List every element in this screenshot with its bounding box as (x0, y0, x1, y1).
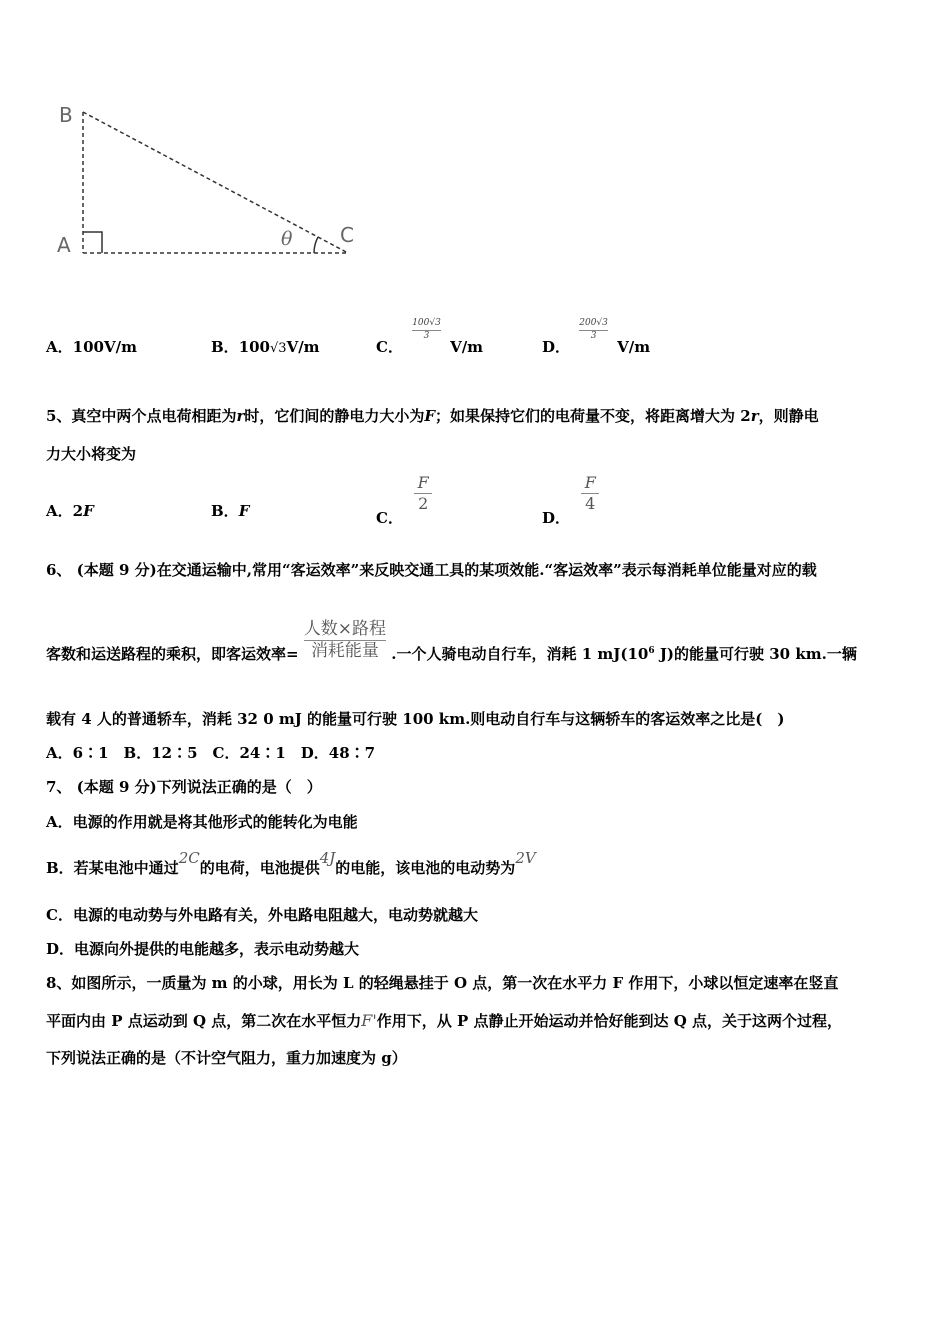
q4-option-c (376, 317, 484, 356)
fraction-denominator: 4 (585, 493, 596, 513)
q5-option-c (376, 473, 432, 528)
q6-options: A．6∶1 B．12∶5 C．24∶1 D．48∶7 (46, 744, 376, 762)
text: ；如果保持它们的电荷量不变，将距离增大为 2 (435, 407, 751, 425)
fraction-numerator: F (417, 473, 429, 492)
text: 平面内由 P 点运动到 Q 点，第二次在水平恒力 (46, 1012, 362, 1030)
var-f: F (424, 407, 436, 425)
q6-line-2 (46, 619, 857, 664)
label-theta: θ (281, 228, 293, 250)
q4-option-d (542, 317, 651, 356)
q6-line-1: 6、 (本题 9 分)在交通运输中,常用“客运效率”来反映交通工具的某项效能.“客运效率”表示每消耗单位能量对应的载 (46, 561, 817, 579)
q7-option-d: D．电源向外提供的电能越多，表示电动势越大 (46, 940, 360, 958)
fraction (579, 319, 608, 342)
q8-line-2 (46, 1010, 842, 1031)
q7-option-c: C．电源的电动势与外电路有关，外电路电阻越大，电动势就越大 (46, 906, 478, 924)
math-f-prime: F' (361, 1011, 377, 1030)
q5-option-a (46, 500, 94, 521)
triangle-figure (50, 100, 370, 270)
q8-line-3: 下列说法正确的是（不计空气阻力，重力加速度为 g） (46, 1049, 407, 1067)
fraction-numerator: F (584, 473, 596, 492)
fraction (412, 319, 441, 342)
option-letter: D． (542, 509, 571, 528)
side-bc (83, 112, 348, 253)
superscript: 6 (648, 646, 655, 657)
fraction-numerator: 100√3 (412, 317, 441, 328)
q5-line-1 (46, 405, 819, 426)
label-b: B (59, 103, 73, 127)
text (391, 645, 857, 663)
q7-title: 7、 (本题 9 分)下列说法正确的是（ ） (46, 778, 322, 796)
angle-arc (314, 237, 318, 253)
option-letter: D． (542, 338, 571, 356)
triangle-diagram (50, 100, 370, 270)
option-text: 2 (72, 502, 84, 520)
math-4j: 4J (319, 849, 336, 867)
var-f: F (83, 502, 94, 520)
text: B．若某电池中通过 (46, 859, 179, 877)
option-unit: V/m (450, 338, 484, 356)
q4-option-b (211, 336, 320, 357)
option-letter: A． (46, 502, 73, 520)
text: .一个人骑电动自行车，消耗 1 mJ(10 (391, 645, 649, 664)
text: ，则静电 (758, 407, 819, 425)
math-2v: 2V (515, 849, 536, 867)
text: 作用下，从 P 点静止开始运动并恰好能到达 Q 点，关于这两个过程， (376, 1012, 842, 1030)
q7-option-b (46, 849, 536, 878)
fraction (414, 474, 432, 512)
text: 5、真空中两个点电荷相距为 (46, 407, 237, 425)
fraction-denominator: 3 (423, 330, 430, 341)
text: 时，它们间的静电力大小为 (244, 407, 425, 425)
option-letter: B． (211, 502, 239, 520)
label-c: C (340, 223, 354, 247)
option-letter: A． (46, 338, 73, 356)
fraction-denominator: 3 (590, 330, 597, 341)
option-unit: V/m (286, 338, 320, 356)
q7-option-a: A．电源的作用就是将其他形式的能转化为电能 (46, 813, 358, 831)
label-a: A (57, 233, 71, 257)
option-letter: B． (211, 338, 239, 356)
var-r: r (236, 407, 245, 425)
math-2c: 2C (178, 849, 200, 867)
text: 的电荷，电池提供 (199, 859, 320, 877)
fraction-denominator: 消耗能量 (310, 640, 379, 661)
option-text: 100 (238, 338, 270, 356)
option-text: 100V/m (72, 338, 137, 356)
text: J)的能量可行驶 30 km.一辆 (654, 645, 857, 664)
right-angle-mark (83, 232, 102, 253)
q6-line-3: 载有 4 人的普通轿车，消耗 32 0 mJ 的能量可行驶 100 km.则电动自行车与这辆轿车的客运效率之比是( ) (46, 710, 785, 728)
var-r: r (750, 407, 759, 425)
option-unit: V/m (617, 338, 651, 356)
fraction-numerator: 200√3 (579, 317, 608, 328)
q5-option-b (211, 500, 249, 521)
radical: √3 (270, 341, 287, 356)
q5-line-2: 力大小将变为 (46, 445, 137, 463)
option-letter: C． (376, 509, 403, 528)
option-letter: C． (376, 338, 403, 356)
fraction-denominator: 2 (418, 493, 429, 513)
fraction-numerator: 人数×路程 (303, 619, 387, 639)
q4-option-a (46, 336, 137, 357)
q5-option-d (542, 473, 599, 528)
q8-line-1: 8、如图所示，一质量为 m 的小球，用长为 L 的轻绳悬挂于 O 点，第一次在水平力 F 作用下，小球以恒定速率在竖直 (46, 974, 839, 992)
text: 的电能，该电池的电动势为 (335, 859, 516, 877)
efficiency-formula (304, 620, 386, 660)
var-f: F (238, 502, 250, 520)
text: 客数和运送路程的乘积，即客运效率= (46, 645, 299, 664)
fraction (581, 474, 599, 512)
